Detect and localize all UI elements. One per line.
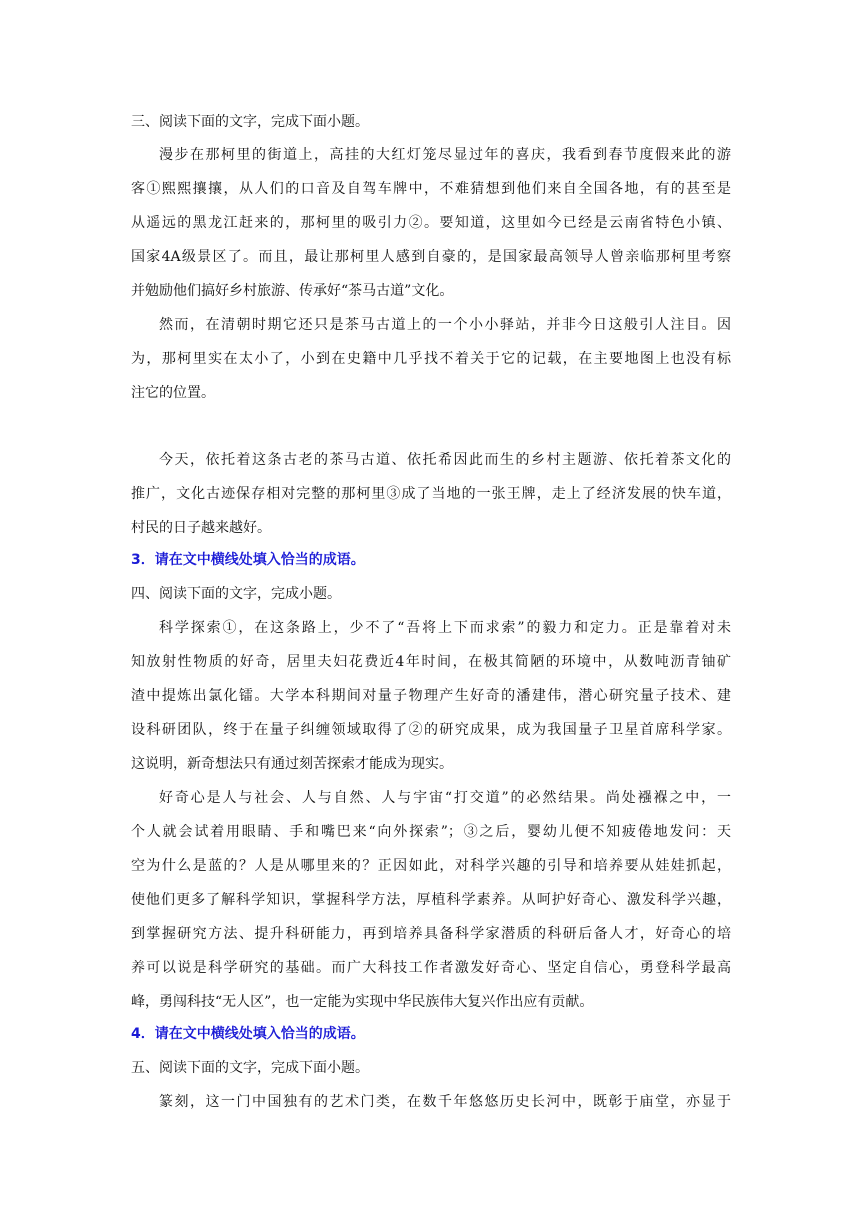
paragraph-line: 篆刻，这一门中国独有的艺术门类，在数千年悠悠历史长河中，既彰于庙堂，亦显于	[159, 1094, 731, 1110]
paragraph-line: 村民的日子越来越好。	[131, 520, 271, 536]
paragraph-line: 渣中提炼出氯化镭。大学本科期间对量子物理产生好奇的潘建伟，潜心研究量子技术、建	[131, 688, 731, 704]
paragraph-line: 从遥远的黑龙江赶来的，那柯里的吸引力②。要知道，这里如今已经是云南省特色小镇、	[131, 215, 731, 231]
paragraph-line: 客①熙熙攘攘，从人们的口音及自驾车牌中，不难猜想到他们来自全国各地，有的甚至是	[131, 181, 731, 197]
paragraph-line: 空为什么是蓝的？人是从哪里来的？正因如此，对科学兴趣的引导和培养要从娃娃抓起，	[131, 858, 731, 874]
paragraph-line: 养可以说是科学研究的基础。而广大科技工作者激发好奇心、坚定自信心，勇登科学最高	[131, 960, 731, 976]
section-heading: 三、阅读下面的文字，完成下面小题。	[131, 114, 369, 130]
paragraph-line: 使他们更多了解科学知识，掌握科学方法，厚植科学素养。从呵护好奇心、激发科学兴趣，	[131, 892, 731, 908]
paragraph-line: 推广，文化古迹保存相对完整的那柯里③成了当地的一张王牌，走上了经济发展的快车道，	[131, 486, 731, 502]
paragraph-line: 国家4A级景区了。而且，最让那柯里人感到自豪的，是国家最高领导人曾亲临那柯里考察	[131, 249, 731, 265]
paragraph-line: 今天，依托着这条古老的茶马古道、依托希因此而生的乡村主题游、依托着茶文化的	[159, 452, 731, 468]
question-prompt: 4．请在文中横线处填入恰当的成语。	[131, 1026, 365, 1042]
paragraph-line: 为，那柯里实在太小了，小到在史籍中几乎找不着关于它的记载，在主要地图上也没有标	[131, 351, 731, 367]
paragraph-line: 注它的位置。	[131, 385, 215, 401]
paragraph-line: 峰，勇闯科技“无人区”，也一定能为实现中华民族伟大复兴作出应有贡献。	[131, 994, 594, 1010]
paragraph-line: 知放射性物质的好奇，居里夫妇花费近4年时间，在极其简陋的环境中，从数吨沥青铀矿	[131, 654, 731, 670]
question-prompt: 3．请在文中横线处填入恰当的成语。	[131, 552, 365, 568]
section-heading: 四、阅读下面的文字，完成小题。	[131, 586, 341, 602]
paragraph-line: 这说明，新奇想法只有通过刻苦探索才能成为现实。	[131, 756, 453, 772]
paragraph-line: 好奇心是人与社会、人与自然、人与宇宙“打交道”的必然结果。尚处襁褓之中，一	[159, 790, 731, 806]
paragraph-line: 然而，在清朝时期它还只是茶马古道上的一个小小驿站，并非今日这般引人注目。因	[159, 317, 731, 333]
paragraph-line: 并勉励他们搞好乡村旅游、传承好“茶马古道”文化。	[131, 283, 454, 299]
paragraph-line: 设科研团队，终于在量子纠缠领域取得了②的研究成果，成为我国量子卫星首席科学家。	[131, 722, 731, 738]
paragraph-line: 到掌握研究方法、提升科研能力，再到培养具备科学家潜质的科研后备人才，好奇心的培	[131, 926, 731, 942]
paragraph-line: 科学探索①，在这条路上，少不了“吾将上下而求索”的毅力和定力。正是靠着对未	[159, 620, 731, 636]
paragraph-line: 漫步在那柯里的街道上，高挂的大红灯笼尽显过年的喜庆，我看到春节度假来此的游	[159, 147, 731, 163]
section-heading: 五、阅读下面的文字，完成下面小题。	[131, 1060, 369, 1076]
paragraph-line: 个人就会试着用眼睛、手和嘴巴来“向外探索”；③之后，婴幼儿便不知疲倦地发问：天	[131, 824, 731, 840]
